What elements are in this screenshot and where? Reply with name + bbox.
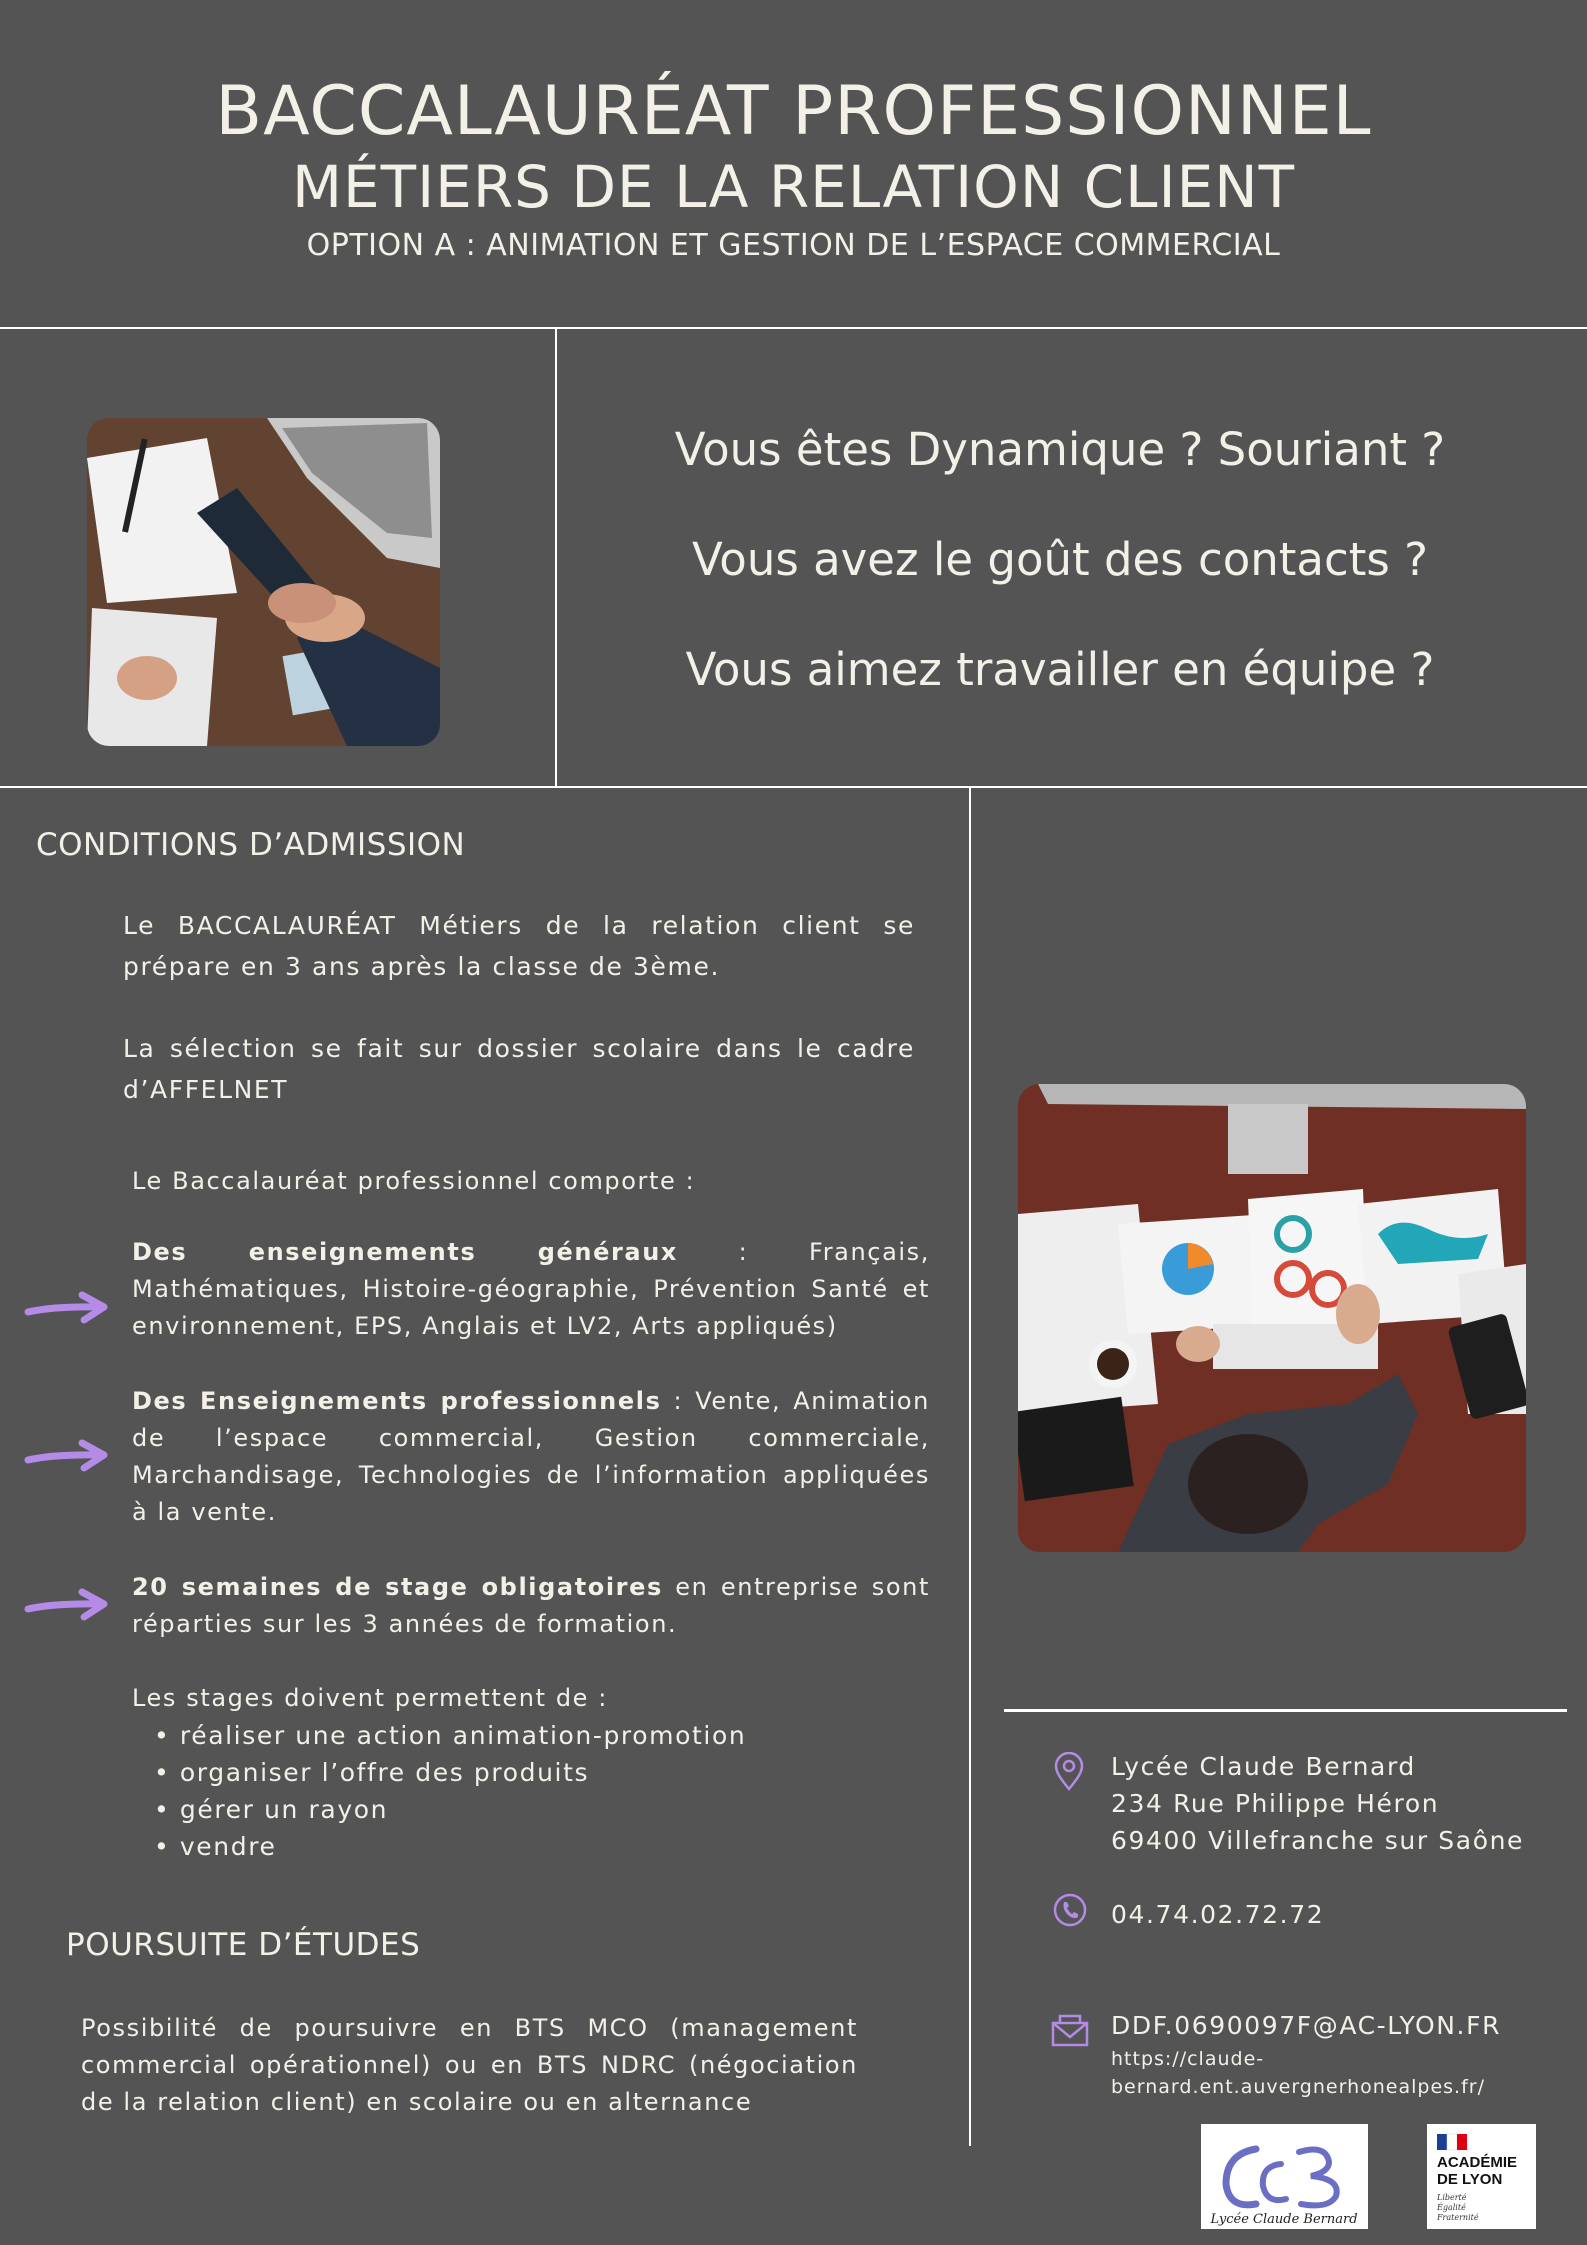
handshake-photo (87, 418, 440, 746)
header-divider (0, 327, 1587, 329)
top-vertical-divider (555, 327, 557, 787)
list-item: • organiser l’offre des produits (154, 1758, 590, 1787)
school-city: 69400 Villefranche sur Saône (1111, 1826, 1525, 1855)
office-photo (1018, 1084, 1526, 1552)
bac-content-intro: Le Baccalauréat professionnel comporte : (132, 1167, 696, 1195)
middle-divider (0, 786, 1587, 788)
academie-motto-1: Liberté (1437, 2193, 1467, 2202)
list-item: • vendre (154, 1832, 277, 1861)
internship-label: 20 semaines de stage obligatoires (132, 1573, 663, 1601)
school-name: Lycée Claude Bernard (1111, 1752, 1416, 1781)
admission-paragraph-1: Le BACCALAURÉAT Métiers de la relation client se prépare en 3 ans après la classe de 3ème. (123, 911, 915, 981)
admission-heading: CONDITIONS D’ADMISSION (36, 827, 466, 863)
stages-list (154, 1717, 746, 1865)
internship-item (132, 1569, 930, 1643)
academie-logo-line2: DE LYON (1437, 2171, 1503, 2188)
general-courses-item (132, 1234, 930, 1345)
page-subtitle: MÉTIERS DE LA RELATION CLIENT (291, 153, 1296, 221)
website-url[interactable]: https://claude- bernard.ent.auvergnerhonealpes.fr/ (1111, 2048, 1485, 2098)
lcb-logo-text: Lycée Claude Bernard (1210, 2212, 1358, 2227)
general-courses-label: Des enseignements généraux (132, 1238, 678, 1266)
location-pin-icon (1052, 1752, 1086, 1792)
academie-logo (1427, 2124, 1536, 2229)
contact-divider (1004, 1709, 1567, 1712)
professional-courses-item (132, 1383, 930, 1531)
page-title: BACCALAURÉAT PROFESSIONNEL (215, 72, 1372, 151)
internship-text: en entreprise sont réparties sur les 3 années de formation. (132, 1573, 930, 1638)
studies-paragraph: Possibilité de poursuivre en BTS MCO (management commercial opérationnel) ou en BTS NDRC (négociation de la relation client) en scolaire ou en alternance (81, 2014, 858, 2116)
mail-icon (1050, 2013, 1090, 2047)
arrow-right-icon (24, 1587, 110, 1623)
general-courses-text: : Français, Mathématiques, Histoire-géographie, Prévention Santé et environnement, EPS, Anglais et LV2, Arts appliqués) (132, 1238, 930, 1340)
arrow-right-icon (24, 1438, 110, 1474)
phone-number[interactable]: 04.74.02.72.72 (1111, 1900, 1325, 1929)
arrow-right-icon (24, 1290, 110, 1326)
admission-paragraph-2: La sélection se fait sur dossier scolaire dans le cadre d’AFFELNET (123, 1034, 915, 1104)
email-address[interactable]: DDF.0690097F@AC-LYON.FR (1111, 2011, 1502, 2040)
question-team: Vous aimez travailler en équipe ? (685, 643, 1435, 696)
academie-motto-3: Fraternité (1437, 2213, 1479, 2222)
list-item: • réaliser une action animation-promotion (154, 1721, 747, 1750)
phone-icon (1052, 1892, 1088, 1928)
lcb-logo (1201, 2124, 1368, 2229)
option-title: OPTION A : ANIMATION ET GESTION DE L’ESPACE COMMERCIAL (306, 228, 1281, 263)
stages-intro: Les stages doivent permettent de : (132, 1684, 608, 1712)
contact-address (1111, 1748, 1524, 1859)
academie-logo-line1: ACADÉMIE (1437, 2154, 1518, 2171)
question-dynamic: Vous êtes Dynamique ? Souriant ? (674, 423, 1446, 476)
professional-courses-text: : Vente, Animation de l’espace commercial, Gestion commerciale, Marchandisage, Technologies de l’information appliquées à la vente. (132, 1387, 930, 1526)
main-vertical-divider (969, 786, 971, 2146)
studies-heading: POURSUITE D’ÉTUDES (66, 1927, 421, 1963)
professional-courses-label: Des Enseignements professionnels (132, 1387, 662, 1415)
school-street: 234 Rue Philippe Héron (1111, 1789, 1440, 1818)
question-contacts: Vous avez le goût des contacts ? (692, 533, 1428, 586)
list-item: • gérer un rayon (154, 1795, 389, 1824)
academie-motto-2: Égalité (1437, 2203, 1466, 2212)
